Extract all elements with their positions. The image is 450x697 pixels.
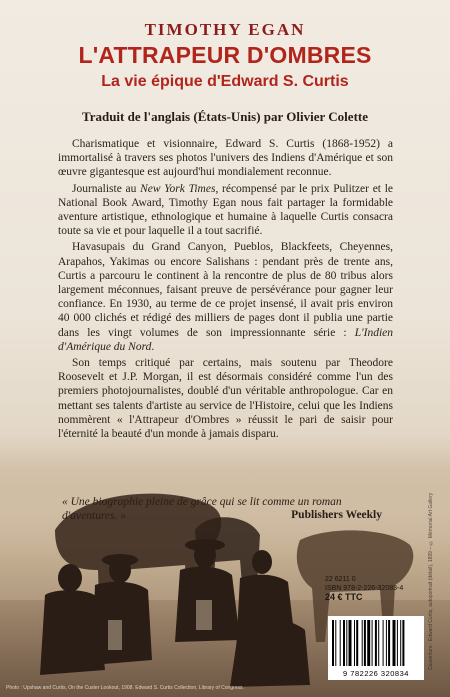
review-source: Publishers Weekly <box>291 509 382 521</box>
isbn: ISBN 978-2-226-32083-4 <box>325 585 404 592</box>
blurb-paragraph: Son temps critiqué par certains, mais soutenu par Theodore Roosevelt et J.P. Morgan, il est désormais considéré comme l'un des premiers photojournalistes, doublé d'un véritable anthropologue. Car en mettant ses talents d'artiste au service de l'Histoire, celui que les Indiens nommèrent « l'Attrapeur d'Ombres » réussit le pari de saisir pour l'éternité la beauté d'un monde à jamais disparu. <box>58 357 393 441</box>
author-name: TIMOTHY EGAN <box>144 20 306 39</box>
blurb-text <box>58 137 393 443</box>
cover-credit: Couverture : Edward Curtis, autoportrait (détail), 1899 – © Mémorial Art Gallery <box>428 492 434 670</box>
price: 24 € TTC <box>325 592 363 602</box>
translator-credit: Traduit de l'anglais (États-Unis) par Olivier Colette <box>82 109 368 124</box>
book-subtitle: La vie épique d'Edward S. Curtis <box>101 73 349 90</box>
book-title: L'ATTRAPEUR D'OMBRES <box>78 42 372 68</box>
photo-credit: Photo : Upshaw and Curtis, On the Custer Lookout, 1908. Edward S. Curtis Collection, Library of Congress. <box>6 685 244 691</box>
review-quote: « Une biographie pleine de grâce qui se lit comme un roman d'aventures. » <box>62 496 342 522</box>
barcode-number: 9 782226 320834 <box>343 669 409 678</box>
barcode <box>328 616 424 680</box>
product-code: 22 6211 0 <box>325 576 356 583</box>
blurb-paragraph: Charismatique et visionnaire, Edward S. Curtis (1868-1952) a immortalisé à travers ses photos l'univers des Indiens d'Amérique et son œuvre gigantesque est aujourd'hui mondialement reconnue. <box>58 138 393 179</box>
blurb-paragraph: Journaliste au New York Times, récompensé par le prix Pulitzer et le National Book Award, Timothy Egan nous fait partager la formidable aventure artistique, ethnologique et humaine à laquelle Curtis consacra toute sa vie et pour laquelle il a tout sacrifié. <box>58 182 393 238</box>
product-info <box>325 575 415 602</box>
blurb-paragraph: Havasupais du Grand Canyon, Pueblos, Blackfeets, Cheyennes, Arapahos, Yakimas ou encore Salishans : pendant près de trente ans, Curtis a parcouru le continent à la rencontre de plus de 80 tribus alors largement méconnues, faisant preuve de persévérance pour gagner leur confiance. En 1930, au terme de ce projet insensé, il avait pris environ 40 000 clichés et rédigé des milliers de pages dont il publia une partie dans les vingt volumes de son impressionnante série : L'Indien d'Amérique du Nord. <box>58 241 393 353</box>
barcode-bars <box>332 620 420 666</box>
